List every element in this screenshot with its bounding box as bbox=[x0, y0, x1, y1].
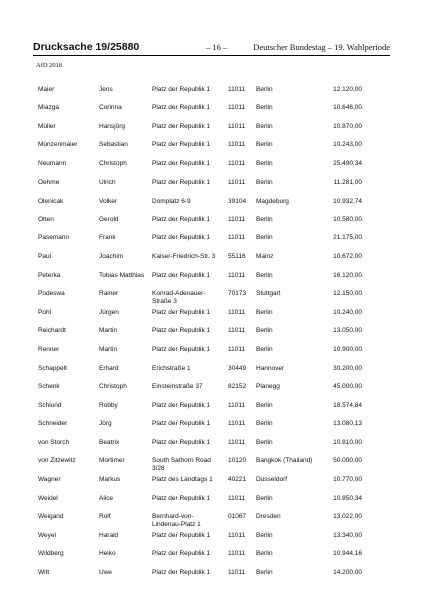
donor-first-name: Joachim bbox=[99, 253, 124, 260]
table-row bbox=[0, 550, 424, 568]
donor-city: Berlin bbox=[256, 550, 273, 557]
donor-postal-code: 11011 bbox=[228, 104, 246, 111]
donor-last-name: Pasemann bbox=[38, 234, 70, 241]
donor-postal-code: 11011 bbox=[228, 402, 246, 409]
table-row bbox=[0, 327, 424, 345]
table-row bbox=[0, 290, 424, 308]
donor-street: Platz der Republik 1 bbox=[152, 569, 211, 576]
donor-city: Berlin bbox=[256, 104, 273, 111]
donation-amount: 10.243,00 bbox=[333, 141, 362, 148]
donor-city: Berlin bbox=[256, 420, 273, 427]
page-header bbox=[33, 41, 390, 56]
donor-last-name: Schenk bbox=[38, 383, 60, 390]
donor-street: Platz der Republik 1 bbox=[152, 160, 211, 167]
donation-amount: 50.000,00 bbox=[333, 457, 362, 464]
donation-amount: 25.490,34 bbox=[333, 160, 362, 167]
table-row bbox=[0, 272, 424, 290]
donation-amount: 13.340,00 bbox=[333, 532, 362, 539]
donor-last-name: Olenicak bbox=[38, 198, 64, 205]
donor-last-name: Pohl bbox=[38, 309, 52, 316]
donor-last-name: Miazga bbox=[38, 104, 59, 111]
donation-amount: 10.770,00 bbox=[333, 476, 362, 483]
donor-first-name: Christoph bbox=[99, 383, 127, 390]
donor-street: Domplatz 6-9 bbox=[152, 198, 191, 205]
donor-city: Berlin bbox=[256, 216, 273, 223]
donor-postal-code: 01067 bbox=[228, 513, 247, 520]
donor-last-name: Schappelt bbox=[38, 365, 67, 372]
donor-city: Berlin bbox=[256, 141, 273, 148]
donation-amount: 10.240,00 bbox=[333, 309, 362, 316]
donor-street: Platz der Republik 1 bbox=[152, 104, 211, 111]
donor-last-name: Münzenmaier bbox=[38, 141, 78, 148]
donor-postal-code: 11011 bbox=[228, 327, 246, 334]
donor-last-name: Schlund bbox=[38, 402, 62, 409]
table-row bbox=[0, 402, 424, 420]
donation-amount: 13.022,00 bbox=[333, 513, 362, 520]
donor-street: Platz der Republik 1 bbox=[152, 346, 211, 353]
donor-street: Platz der Republik 1 bbox=[152, 402, 211, 409]
donor-postal-code: 11011 bbox=[228, 86, 246, 93]
donor-first-name: Martin bbox=[99, 327, 118, 334]
table-row bbox=[0, 513, 424, 531]
donor-first-name: Corinna bbox=[99, 104, 122, 111]
donor-first-name: Uwe bbox=[99, 569, 113, 576]
donor-postal-code: 39104 bbox=[228, 198, 247, 205]
donor-street: South Sathorn Road 3/28 bbox=[152, 457, 211, 472]
donor-last-name: Maier bbox=[38, 86, 55, 93]
donor-last-name: Wildberg bbox=[38, 550, 64, 557]
donor-first-name: Erhard bbox=[99, 365, 119, 372]
donor-postal-code: 11011 bbox=[228, 495, 246, 502]
donor-postal-code: 11011 bbox=[228, 309, 246, 316]
donor-first-name: Jörg bbox=[99, 420, 112, 427]
table-row bbox=[0, 420, 424, 438]
donation-amount: 13.080,13 bbox=[333, 420, 362, 427]
donor-street: Platz der Republik 1 bbox=[152, 86, 211, 93]
donor-last-name: Wagner bbox=[38, 476, 61, 483]
legislative-period: Deutscher Bundestag – 19. Wahlperiode bbox=[253, 42, 390, 52]
donor-city: Berlin bbox=[256, 495, 273, 502]
donor-first-name: Harald bbox=[99, 532, 119, 539]
donor-city: Berlin bbox=[256, 532, 273, 539]
donor-last-name: Schneider bbox=[38, 420, 68, 427]
document-label: Drucksache 19/ bbox=[33, 41, 111, 53]
donor-street: Platz der Republik 1 bbox=[152, 420, 211, 427]
donor-street: Konrad-Adenauer- Straße 3 bbox=[152, 290, 206, 305]
donation-amount: 10.580,00 bbox=[333, 216, 362, 223]
donor-street: Platz der Republik 1 bbox=[152, 179, 211, 186]
donation-amount: 18.574,84 bbox=[333, 402, 362, 409]
table-row bbox=[0, 569, 424, 587]
donor-first-name: Sebastian bbox=[99, 141, 128, 148]
donor-last-name: Peterka bbox=[38, 272, 61, 279]
donor-street: Platz der Republik 1 bbox=[152, 495, 211, 502]
donor-city: Planegg bbox=[256, 383, 280, 390]
donor-postal-code: 55116 bbox=[228, 253, 246, 260]
donor-first-name: Heiko bbox=[99, 550, 116, 557]
donor-postal-code: 11011 bbox=[228, 272, 246, 279]
donor-first-name: Ulrich bbox=[99, 179, 116, 186]
donor-city: Berlin bbox=[256, 402, 273, 409]
donor-postal-code: 11011 bbox=[228, 141, 246, 148]
donor-first-name: Rainer bbox=[99, 290, 119, 297]
donor-city: Berlin bbox=[256, 123, 273, 130]
donor-postal-code: 11011 bbox=[228, 569, 246, 576]
donation-amount: 10.870,00 bbox=[333, 123, 362, 130]
donor-city: Berlin bbox=[256, 179, 273, 186]
donor-street: Platz der Republik 1 bbox=[152, 532, 211, 539]
donor-postal-code: 11011 bbox=[228, 160, 246, 167]
donor-postal-code: 10120 bbox=[228, 457, 247, 464]
donor-street: Platz der Republik 1 bbox=[152, 550, 211, 557]
donor-postal-code: 70173 bbox=[228, 290, 247, 297]
donor-street: Platz der Republik 1 bbox=[152, 439, 211, 446]
donation-amount: 12.150,00 bbox=[333, 290, 362, 297]
donor-street: Platz der Republik 1 bbox=[152, 141, 211, 148]
donor-city: Mainz bbox=[256, 253, 274, 260]
donor-street: Platz des Landtags 1 bbox=[152, 476, 213, 483]
document-number bbox=[33, 41, 139, 53]
donor-postal-code: 11011 bbox=[228, 216, 246, 223]
donor-first-name: Jürgen bbox=[99, 309, 119, 316]
donor-street: Bernhard-von- Lindenau-Platz 1 bbox=[152, 513, 201, 528]
donor-street: Kaiser-Friedrich-Str. 3 bbox=[152, 253, 216, 260]
donation-amount: 10.850,34 bbox=[333, 495, 362, 502]
donor-street: Platz der Republik 1 bbox=[152, 216, 211, 223]
donation-amount: 10.932,74 bbox=[333, 198, 362, 205]
donor-postal-code: 30449 bbox=[228, 365, 247, 372]
donor-first-name: Tobias Matthias bbox=[99, 272, 145, 279]
donor-first-name: Christoph bbox=[99, 160, 127, 167]
donor-city: Berlin bbox=[256, 272, 273, 279]
donor-street: Platz der Republik 1 bbox=[152, 123, 211, 130]
table-row bbox=[0, 439, 424, 457]
donor-last-name: Witt bbox=[38, 569, 50, 576]
table-row bbox=[0, 383, 424, 401]
page-number: – 16 – bbox=[206, 42, 228, 52]
table-row bbox=[0, 457, 424, 475]
donor-last-name: Oehme bbox=[38, 179, 60, 186]
donor-city: Bangkok (Thailand) bbox=[256, 457, 313, 464]
table-row bbox=[0, 198, 424, 216]
donor-city: Düsseldorf bbox=[256, 476, 288, 483]
donor-postal-code: 82152 bbox=[228, 383, 247, 390]
donor-first-name: Robby bbox=[99, 402, 118, 409]
table-row bbox=[0, 123, 424, 141]
donor-postal-code: 11011 bbox=[228, 179, 246, 186]
donor-city: Magdeburg bbox=[256, 198, 289, 205]
donor-city: Stuttgart bbox=[256, 290, 281, 297]
donor-street: Platz der Republik 1 bbox=[152, 234, 211, 241]
donor-last-name: von Zitzewitz bbox=[38, 457, 76, 464]
donor-last-name: Otten bbox=[38, 216, 54, 223]
donation-amount: 12.120,00 bbox=[333, 86, 362, 93]
donation-amount: 10.810,00 bbox=[333, 439, 362, 446]
donor-city: Berlin bbox=[256, 309, 273, 316]
donation-amount: 16.120,00 bbox=[333, 272, 362, 279]
donor-postal-code: 11011 bbox=[228, 234, 246, 241]
table-row bbox=[0, 104, 424, 122]
donor-postal-code: 11011 bbox=[228, 123, 246, 130]
donor-city: Berlin bbox=[256, 569, 273, 576]
table-row bbox=[0, 216, 424, 234]
donor-last-name: Renner bbox=[38, 346, 60, 353]
donation-amount: 10.944,16 bbox=[333, 550, 362, 557]
table-row bbox=[0, 141, 424, 159]
donor-city: Berlin bbox=[256, 327, 273, 334]
donor-last-name: Paul bbox=[38, 253, 52, 260]
donation-amount: 30.200,00 bbox=[333, 365, 362, 372]
donation-amount: 13.050,00 bbox=[333, 327, 362, 334]
donor-first-name: Markus bbox=[99, 476, 121, 483]
donor-first-name: Volker bbox=[99, 198, 118, 205]
donation-amount: 14.200,00 bbox=[333, 569, 362, 576]
donor-last-name: Podeswa bbox=[38, 290, 65, 297]
donor-postal-code: 11011 bbox=[228, 532, 246, 539]
donor-city: Hannover bbox=[256, 365, 285, 372]
donor-city: Berlin bbox=[256, 234, 273, 241]
donor-street: Platz der Republik 1 bbox=[152, 272, 211, 279]
donor-postal-code: 11011 bbox=[228, 420, 246, 427]
table-row bbox=[0, 495, 424, 513]
donor-last-name: Neumann bbox=[38, 160, 67, 167]
donor-postal-code: 11011 bbox=[228, 346, 246, 353]
table-row bbox=[0, 86, 424, 104]
donor-city: Dresden bbox=[256, 513, 281, 520]
donor-street: Platz der Republik 1 bbox=[152, 327, 211, 334]
donor-first-name: Beatrix bbox=[99, 439, 120, 446]
party-year-label: AfD 2018 bbox=[36, 62, 63, 69]
table-row bbox=[0, 346, 424, 364]
table-row bbox=[0, 532, 424, 550]
donor-last-name: Weidel bbox=[38, 495, 58, 502]
donor-street: Erichstraße 1 bbox=[152, 365, 191, 372]
donor-city: Berlin bbox=[256, 439, 273, 446]
donor-postal-code: 11011 bbox=[228, 550, 246, 557]
table-row bbox=[0, 253, 424, 271]
donation-amount: 21.175,00 bbox=[333, 234, 362, 241]
donor-first-name: Gerold bbox=[99, 216, 119, 223]
donor-last-name: von Storch bbox=[38, 439, 70, 446]
donor-first-name: Alice bbox=[99, 495, 114, 502]
table-row bbox=[0, 160, 424, 178]
donor-last-name: Weigand bbox=[38, 513, 64, 520]
donor-last-name: Reichardt bbox=[38, 327, 66, 334]
donor-first-name: Hansjörg bbox=[99, 123, 126, 130]
donor-first-name: Jens bbox=[99, 86, 113, 93]
donor-last-name: Müller bbox=[38, 123, 56, 130]
donor-first-name: Frank bbox=[99, 234, 116, 241]
donor-first-name: Martin bbox=[99, 346, 118, 353]
donor-street: Einsteinstraße 37 bbox=[152, 383, 203, 390]
donor-street: Platz der Republik 1 bbox=[152, 309, 211, 316]
table-row bbox=[0, 179, 424, 197]
donor-city: Berlin bbox=[256, 86, 273, 93]
table-row bbox=[0, 309, 424, 327]
donor-city: Berlin bbox=[256, 160, 273, 167]
donation-amount: 10.646,00 bbox=[333, 104, 362, 111]
donor-postal-code: 40221 bbox=[228, 476, 247, 483]
donor-city: Berlin bbox=[256, 346, 273, 353]
donor-postal-code: 11011 bbox=[228, 439, 246, 446]
donation-amount: 45.000,00 bbox=[333, 383, 362, 390]
table-row bbox=[0, 234, 424, 252]
donation-amount: 10.900,00 bbox=[333, 346, 362, 353]
donor-last-name: Weyel bbox=[38, 532, 56, 539]
document-number-value: 25880 bbox=[110, 41, 140, 53]
donation-amount: 10.672,00 bbox=[333, 253, 362, 260]
donor-first-name: Rolf bbox=[99, 513, 111, 520]
table-row bbox=[0, 365, 424, 383]
donation-amount: 11.281,00 bbox=[333, 179, 362, 186]
table-row bbox=[0, 476, 424, 494]
donor-first-name: Mortimer bbox=[99, 457, 125, 464]
